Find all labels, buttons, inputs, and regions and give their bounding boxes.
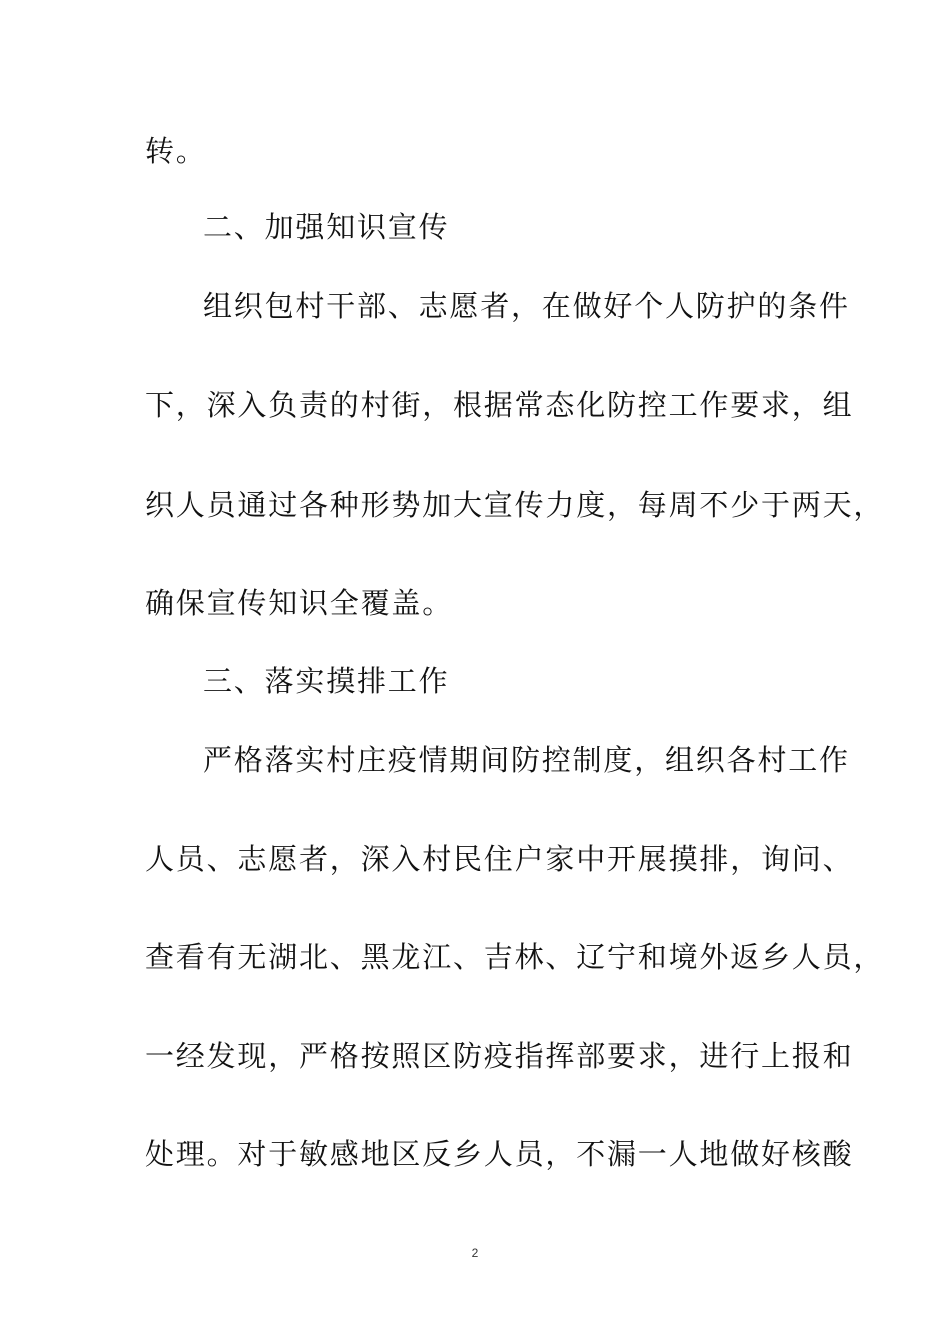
paragraph-line: 处理。对于敏感地区反乡人员，不漏一人地做好核酸 xyxy=(145,1137,854,1171)
text-line-continuation: 转。 xyxy=(145,134,207,168)
paragraph-line: 严格落实村庄疫情期间防控制度，组织各村工作 xyxy=(203,743,850,777)
section-heading-2: 二、加强知识宣传 xyxy=(203,210,450,244)
paragraph-line: 确保宣传知识全覆盖。 xyxy=(145,586,454,620)
paragraph-line: 人员、志愿者，深入村民住户家中开展摸排，询问、 xyxy=(145,842,854,876)
paragraph-line: 下，深入负责的村街，根据常态化防控工作要求，组 xyxy=(145,388,854,422)
section-heading-3: 三、落实摸排工作 xyxy=(203,664,450,698)
paragraph-line: 织人员通过各种形势加大宣传力度，每周不少于两天， xyxy=(145,488,885,522)
paragraph-line: 一经发现，严格按照区防疫指挥部要求，进行上报和 xyxy=(145,1039,854,1073)
page-number: 2 xyxy=(471,1246,479,1260)
paragraph-line: 组织包村干部、志愿者，在做好个人防护的条件 xyxy=(203,289,850,323)
paragraph-line: 查看有无湖北、黑龙江、吉林、辽宁和境外返乡人员， xyxy=(145,940,885,974)
